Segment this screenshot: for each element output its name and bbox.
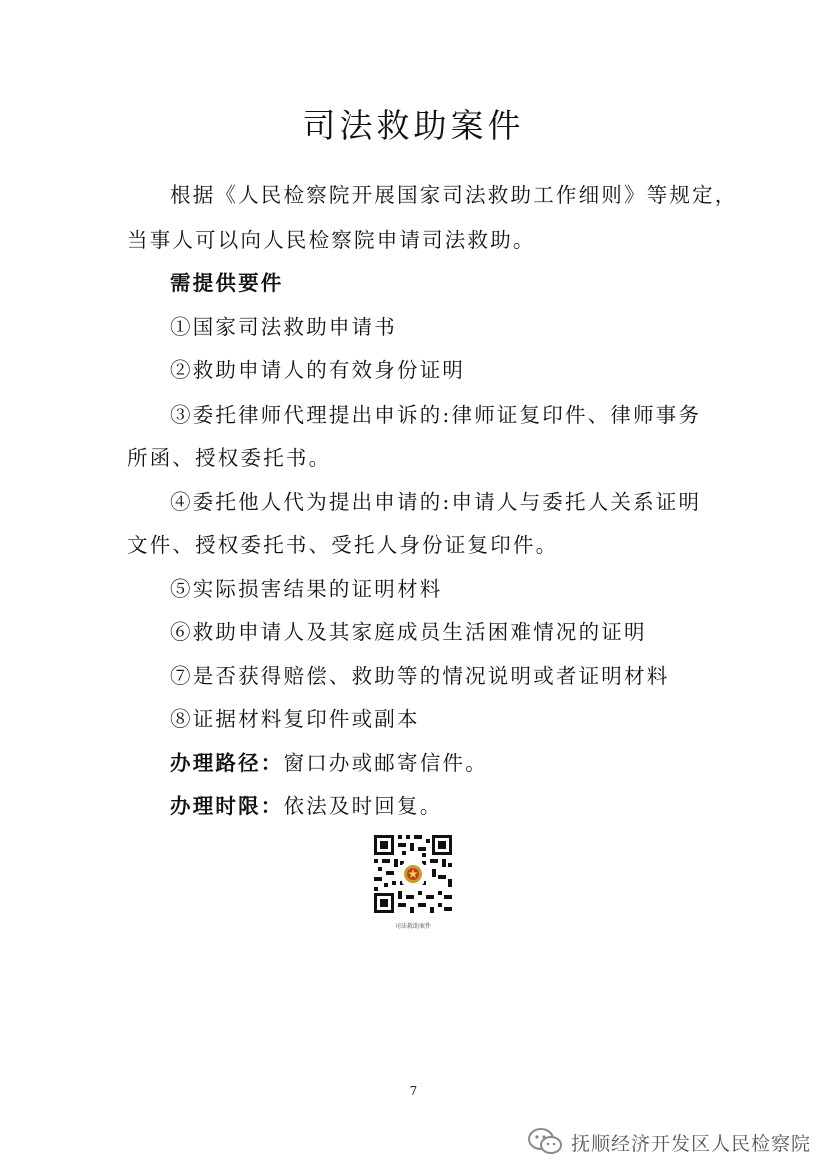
intro-line-2: 当事人可以向人民检察院申请司法救助。	[127, 228, 536, 252]
list-item: ⑤实际损害结果的证明材料	[170, 577, 443, 601]
watermark	[527, 1124, 811, 1160]
time-label: 办理时限：	[170, 794, 284, 818]
list-item: ④委托他人代为提出申请的:申请人与委托人关系证明	[170, 490, 702, 514]
list-item: ⑥救助申请人及其家庭成员生活困难情况的证明	[170, 620, 647, 644]
list-item: ①国家司法救助申请书	[170, 315, 397, 339]
requirements-heading: 需提供要件	[170, 271, 284, 295]
list-item: ②救助申请人的有效身份证明	[170, 358, 466, 382]
qr-caption: 司法救助案件	[394, 923, 431, 930]
intro-line-1: 根据《人民检察院开展国家司法救助工作细则》等规定，	[170, 183, 738, 207]
qr-finder-top-right	[432, 835, 452, 855]
qr-finder-top-left	[374, 835, 394, 855]
list-item-continuation: 文件、授权委托书、受托人身份证复印件。	[127, 533, 559, 557]
list-item: ③委托律师代理提出申诉的:律师证复印件、律师事务	[170, 403, 702, 427]
time-value: 依法及时回复。	[283, 794, 443, 818]
route-row	[170, 749, 488, 777]
wechat-icon	[527, 1127, 563, 1157]
procuratorate-emblem-icon	[402, 863, 424, 885]
qr-code	[372, 833, 454, 915]
watermark-text: 抚顺经济开发区人民检察院	[570, 1132, 811, 1155]
list-item: ⑧证据材料复印件或副本	[170, 707, 420, 731]
qr-finder-bottom-left	[374, 893, 394, 913]
time-row	[170, 792, 442, 820]
route-value: 窗口办或邮寄信件。	[283, 751, 488, 775]
list-item-continuation: 所函、授权委托书。	[127, 446, 332, 470]
page-title: 司法救助案件	[302, 106, 525, 145]
route-label: 办理路径：	[170, 751, 284, 775]
list-item: ⑦是否获得赔偿、救助等的情况说明或者证明材料	[170, 664, 670, 688]
page-number: 7	[409, 1084, 418, 1098]
